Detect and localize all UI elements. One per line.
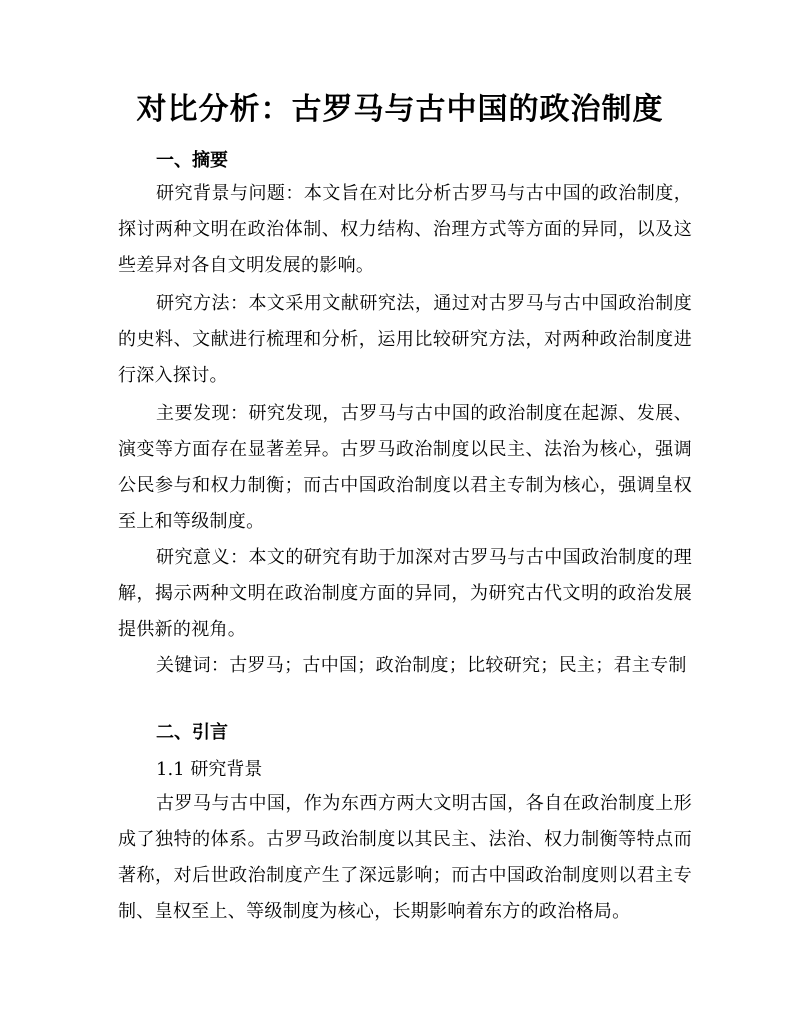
abstract-significance-paragraph: 研究意义：本文的研究有助于加深对古罗马与古中国政治制度的理解，揭示两种文明在政治制度方面的异同，为研究古代文明的政治发展提供新的视角。: [118, 547, 692, 640]
abstract-method-paragraph: 研究方法：本文采用文献研究法，通过对古罗马与古中国政治制度的史料、文献进行梳理和分析，运用比较研究方法，对两种政治制度进行深入探讨。: [118, 293, 692, 386]
introduction-paragraph: 古罗马与古中国，作为东西方两大文明古国，各自在政治制度上形成了独特的体系。古罗马政治制度以其民主、法治、权力制衡等特点而著称，对后世政治制度产生了深远影响；而古中国政治制度则以君主专制、皇权至上、等级制度为核心，长期影响着东方的政治格局。: [118, 793, 692, 922]
subheading-research-background: 1.1 研究背景: [156, 759, 263, 780]
abstract-background-paragraph: 研究背景与问题：本文旨在对比分析古罗马与古中国的政治制度，探讨两种文明在政治体制、权力结构、治理方式等方面的异同，以及这些差异对各自文明发展的影响。: [118, 183, 692, 276]
abstract-keywords-paragraph: 关键词：古罗马；古中国；政治制度；比较研究；民主；君主专制: [156, 655, 687, 676]
section-heading-introduction: 二、引言: [156, 722, 228, 743]
abstract-findings-paragraph: 主要发现：研究发现，古罗马与古中国的政治制度在起源、发展、演变等方面存在显著差异。古罗马政治制度以民主、法治为核心，强调公民参与和权力制衡；而古中国政治制度以君主专制为核心，强调皇权至上和等级制度。: [118, 403, 692, 532]
document-title: 对比分析：古罗马与古中国的政治制度: [136, 92, 664, 127]
section-heading-abstract: 一、摘要: [156, 150, 228, 171]
